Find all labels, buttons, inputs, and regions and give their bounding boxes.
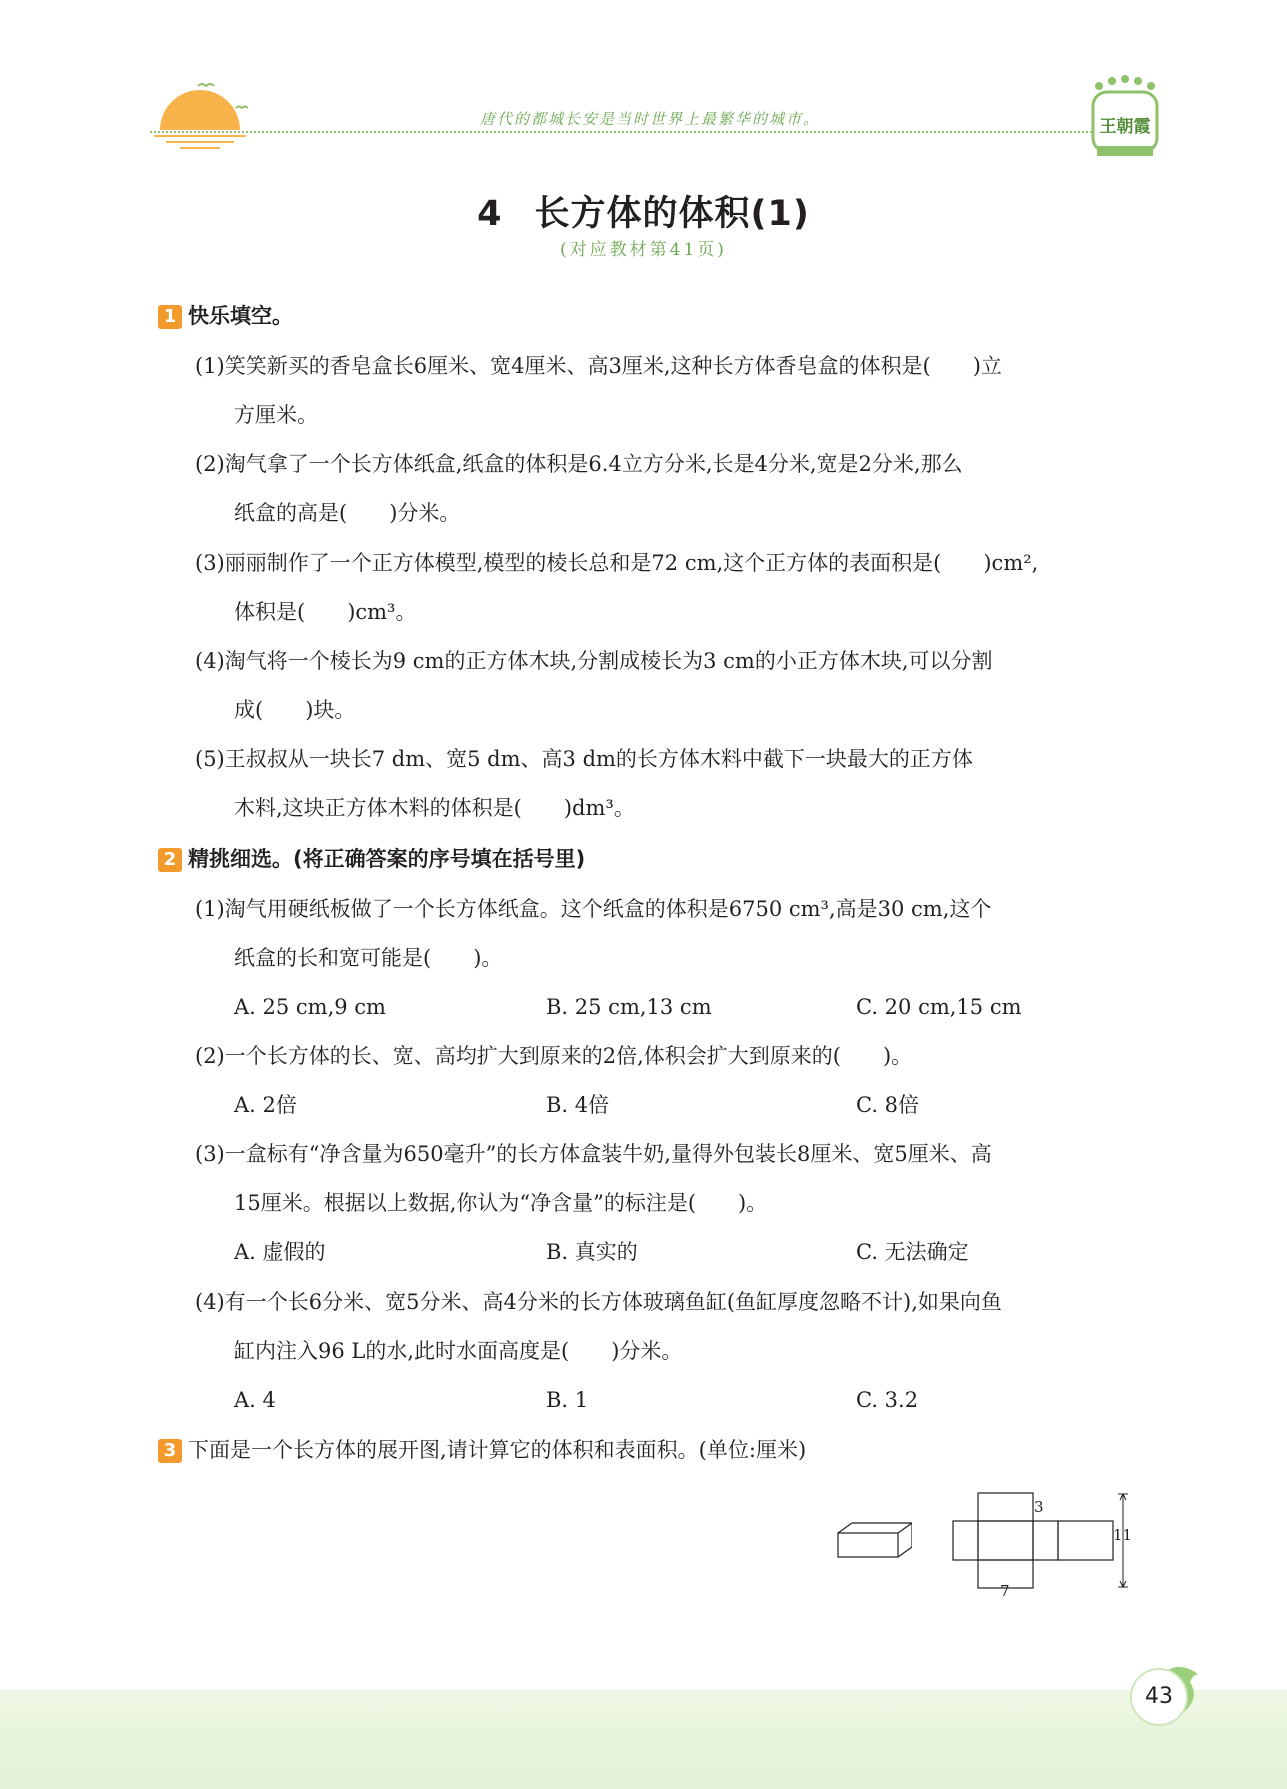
lesson-number: 4 bbox=[477, 194, 503, 234]
section-3-title: 下面是一个长方体的展开图,请计算它的体积和表面积。(单位:厘米) bbox=[188, 1438, 807, 1462]
net-label-right: 11 bbox=[1113, 1526, 1133, 1544]
section-2-title: 精挑细选。 bbox=[188, 847, 293, 871]
s2-q3-line1: (3)一盒标有“净含量为650毫升”的长方体盒装牛奶,量得外包装长8厘米、宽5厘米、高 bbox=[195, 1142, 992, 1166]
s1-q1-line1: (1)笑笑新买的香皂盒长6厘米、宽4厘米、高3厘米,这种长方体香皂盒的体积是( )立 bbox=[195, 354, 1002, 378]
sun-icon bbox=[150, 78, 260, 150]
s2-q1-option-c: C. 20 cm,15 cm bbox=[856, 995, 1022, 1019]
s2-q4-option-a: A. 4 bbox=[234, 1388, 276, 1412]
s1-q4-line1: (4)淘气将一个棱长为9 cm的正方体木块,分割成棱长为3 cm的小正方体木块,可以分割 bbox=[195, 649, 993, 673]
s2-q4-line1: (4)有一个长6分米、宽5分米、高4分米的长方体玻璃鱼缸(鱼缸厚度忽略不计),如果向鱼 bbox=[195, 1290, 1002, 1314]
s2-q2-line1: (2)一个长方体的长、宽、高均扩大到原来的2倍,体积会扩大到原来的( )。 bbox=[195, 1044, 913, 1068]
section-2-heading bbox=[158, 845, 585, 873]
textbook-reference: (对应教材第41页) bbox=[560, 240, 727, 260]
cuboid-figure bbox=[832, 1515, 912, 1563]
section-3-number: 3 bbox=[158, 1439, 182, 1463]
header-dotted-line bbox=[150, 131, 1100, 133]
s2-q3-option-b: B. 真实的 bbox=[546, 1240, 638, 1264]
s2-q2-option-b: B. 4倍 bbox=[546, 1093, 610, 1117]
s2-q1-option-a: A. 25 cm,9 cm bbox=[234, 995, 386, 1019]
net-label-top: 3 bbox=[1034, 1498, 1044, 1516]
net-label-bottom: 7 bbox=[1000, 1582, 1010, 1600]
s1-q3-line1: (3)丽丽制作了一个正方体模型,模型的棱长总和是72 cm,这个正方体的表面积是( )cm², bbox=[195, 551, 1039, 575]
s2-q2-option-a: A. 2倍 bbox=[234, 1093, 297, 1117]
s2-q1-line1: (1)淘气用硬纸板做了一个长方体纸盒。这个纸盒的体积是6750 cm³,高是30 cm,这个 bbox=[195, 897, 992, 921]
section-2-number: 2 bbox=[158, 848, 182, 872]
s2-q4-line2: 缸内注入96 L的水,此时水面高度是( )分米。 bbox=[234, 1339, 683, 1363]
lesson-title: 长方体的体积(1) bbox=[534, 194, 810, 234]
s1-q1-line2: 方厘米。 bbox=[234, 403, 318, 427]
s1-q2-line1: (2)淘气拿了一个长方体纸盒,纸盒的体积是6.4立方分米,长是4分米,宽是2分米,那么 bbox=[195, 452, 963, 476]
s2-q3-option-a: A. 虚假的 bbox=[234, 1240, 326, 1264]
section-3-heading bbox=[158, 1436, 806, 1464]
section-1-heading bbox=[158, 302, 293, 330]
page-number: 43 bbox=[1145, 1684, 1173, 1709]
brand-name: 王朝霞 bbox=[1099, 117, 1151, 137]
s2-q2-option-c: C. 8倍 bbox=[856, 1093, 920, 1117]
s2-q4-option-c: C. 3.2 bbox=[856, 1388, 919, 1412]
s1-q5-line2: 木料,这块正方体木料的体积是( )dm³。 bbox=[234, 796, 635, 820]
s1-q4-line2: 成( )块。 bbox=[234, 698, 356, 722]
s2-q3-option-c: C. 无法确定 bbox=[856, 1240, 969, 1264]
s1-q5-line1: (5)王叔叔从一块长7 dm、宽5 dm、高3 dm的长方体木料中截下一块最大的正方体 bbox=[195, 747, 973, 771]
s2-q3-line2: 15厘米。根据以上数据,你认为“净含量”的标注是( )。 bbox=[234, 1191, 768, 1215]
s2-q4-option-b: B. 1 bbox=[546, 1388, 589, 1412]
section-1-title: 快乐填空。 bbox=[188, 304, 293, 328]
section-1-number: 1 bbox=[158, 305, 182, 329]
s1-q3-line2: 体积是( )cm³。 bbox=[234, 600, 417, 624]
s2-q1-line2: 纸盒的长和宽可能是( )。 bbox=[234, 946, 503, 970]
page-title bbox=[0, 186, 1287, 236]
s1-q2-line2: 纸盒的高是( )分米。 bbox=[234, 501, 461, 525]
header-motto: 唐代的都城长安是当时世界上最繁华的城市。 bbox=[479, 110, 820, 128]
s2-q1-option-b: B. 25 cm,13 cm bbox=[546, 995, 712, 1019]
section-2-note: (将正确答案的序号填在括号里) bbox=[293, 847, 586, 871]
footer-band bbox=[0, 1690, 1287, 1789]
